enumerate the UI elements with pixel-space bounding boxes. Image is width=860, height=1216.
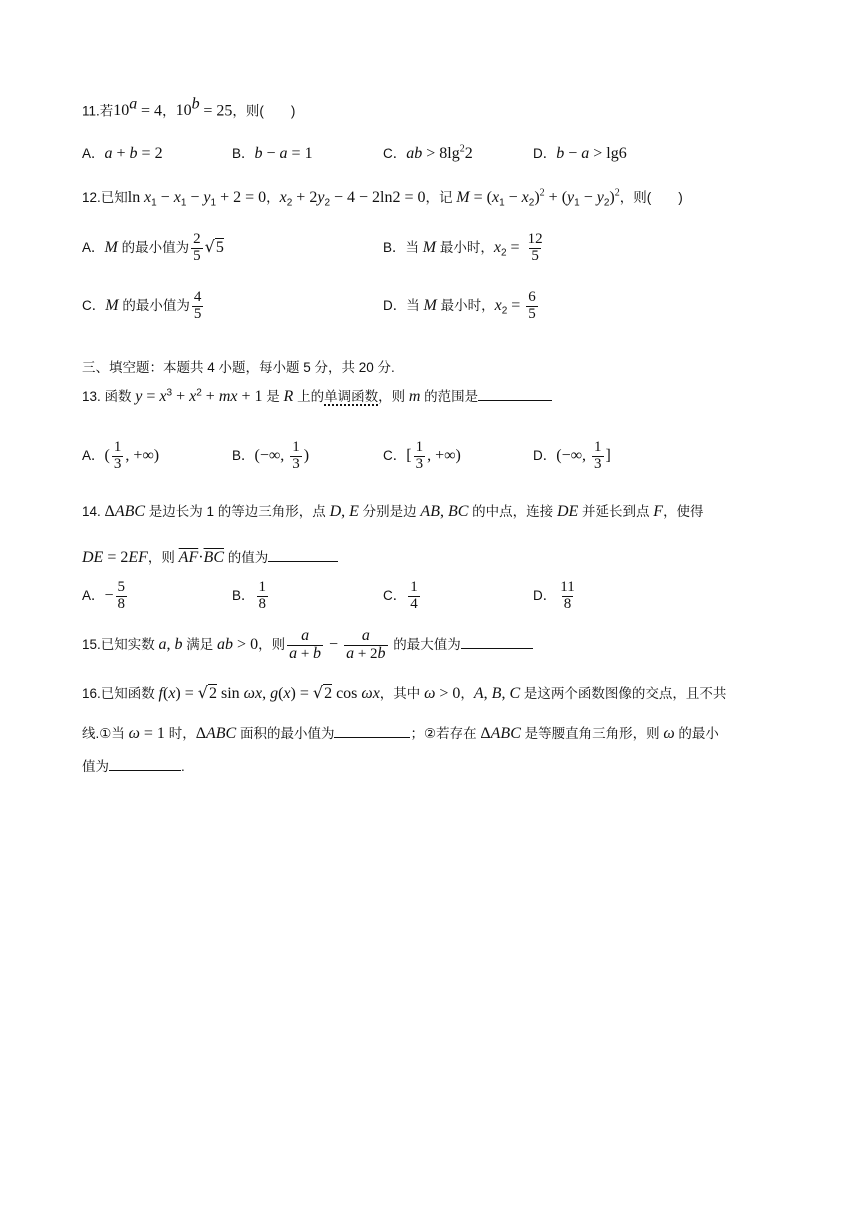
- question-16-line-2: 线.①当 ω = 1 时，ΔABC 面积的最小值为 ；②若存在 ΔABC 是等腰直角三角形，则 ω 的最小: [82, 725, 719, 742]
- question-11-stem: 11.若10$^a$ = 4，10$^b$ = 25，则( ): [82, 96, 296, 120]
- answer-blank[interactable]: [109, 756, 181, 771]
- question-12-option-b: B．当 M 最小时，$x_2$ = $\frac{12}{5}$: [383, 231, 543, 264]
- question-14-option-d: D． $\frac{11}{8}$: [533, 579, 575, 612]
- question-13-option-c: C．[ $\frac{1}{3}$ , +∞): [383, 439, 461, 472]
- question-12-stem: 12.已知$\ln x_1 - x_1 - y_1 + 2 = 0$，$x_2 + 2y_2 - 4 - 2\ln 2 = 0$，记 $M = (x_1 - x_2)^2 + (y_1 - y_2)^2$，则( ): [82, 187, 683, 209]
- question-14-stem-line-1: 14. ΔABC 是边长为 1 的等边三角形，点 D, E 分别是边 AB, BC 的中点，连接 DE 并延长到点 F，使得: [82, 503, 704, 520]
- question-14-option-a: A．− $\frac{5}{8}$: [82, 579, 126, 612]
- question-11-option-b: B．b − a = 1: [232, 145, 313, 162]
- answer-blank[interactable]: [334, 723, 410, 738]
- question-11-option-a: A．a + b = 2: [82, 145, 163, 162]
- question-14-option-c: C． $\frac{1}{4}$: [383, 579, 418, 612]
- question-13-option-d: D．(−∞, $\frac{1}{3}$ ]: [533, 439, 611, 472]
- question-13-stem: 13. 函数 $y = x^3 + x^2$ + mx + 1 是 R 上的单调函数，则 m 的范围是: [82, 385, 552, 406]
- question-13-option-b: B．(−∞, $\frac{1}{3}$ ): [232, 439, 310, 472]
- question-16-line-1: 16.已知函数 f(x) = √2 sin ωx, g(x) = √2 cos ωx，其中 ω > 0，A, B, C 是这两个函数图像的交点，且不共: [82, 683, 727, 702]
- question-16-line-3: 值为 .: [82, 755, 185, 775]
- answer-blank[interactable]: [268, 547, 338, 562]
- question-11-option-d: D．b − a > lg6: [533, 145, 627, 162]
- question-12-option-d: D．当 M 最小时，$x_2$ = $\frac{6}{5}$: [383, 289, 536, 322]
- question-15-stem: 15.已知实数 a, b 满足 ab > 0，则 $\frac{a}{a + b}$ − $\frac{a}{a + 2b}$ 的最大值为: [82, 628, 533, 663]
- answer-blank[interactable]: [478, 386, 552, 401]
- question-11-option-c: C．ab > $8\lg^22$: [383, 143, 473, 162]
- question-14-option-b: B． $\frac{1}{8}$: [232, 579, 267, 612]
- answer-blank[interactable]: [461, 634, 533, 649]
- question-12-option-c: C．M 的最小值为 $\frac{4}{5}$: [82, 289, 202, 322]
- question-12-option-a: A．M 的最小值为 $\frac{2}{5}$ √5: [82, 231, 224, 264]
- question-13-option-a: A．( $\frac{1}{3}$ , +∞): [82, 439, 160, 472]
- question-14-stem-line-2: DE = 2EF，则 $\overline{AF}\cdot\overline{BC}$ 的值为: [82, 546, 338, 567]
- section-3-heading: 三、填空题：本题共 4 小题，每小题 5 分，共 20 分.: [82, 360, 395, 375]
